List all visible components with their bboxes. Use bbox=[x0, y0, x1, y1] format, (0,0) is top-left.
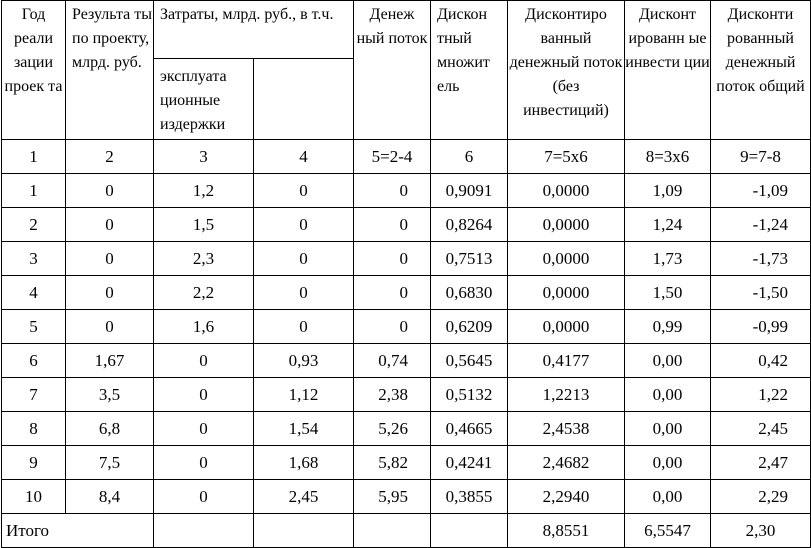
cell-cash-flow: 0 bbox=[354, 276, 431, 310]
cell-operating-costs: 0 bbox=[254, 174, 354, 208]
table-row bbox=[2, 378, 811, 412]
cell-operating-costs: 1,68 bbox=[254, 446, 354, 480]
header-discounted-flow-total: Дисконти рованный денежный поток общий bbox=[711, 1, 811, 140]
table-row bbox=[2, 276, 811, 310]
cell-year: 2 bbox=[2, 208, 66, 242]
cell-costs: 1,2 bbox=[154, 174, 254, 208]
formula-cell: 7=5х6 bbox=[508, 140, 625, 174]
formula-cell: 1 bbox=[2, 140, 66, 174]
cell-discounted-flow-without-investments: 0,4177 bbox=[508, 344, 625, 378]
cell-year: 8 bbox=[2, 412, 66, 446]
cell-discounted-flow-total: -1,50 bbox=[711, 276, 811, 310]
cell-cash-flow: 0 bbox=[354, 174, 431, 208]
total-empty-cell bbox=[354, 514, 431, 548]
cell-discount-factor: 0,7513 bbox=[431, 242, 508, 276]
cell-discounted-flow-total: -0,99 bbox=[711, 310, 811, 344]
cell-costs: 0 bbox=[154, 378, 254, 412]
formula-cell: 4 bbox=[254, 140, 354, 174]
formula-row bbox=[2, 140, 811, 174]
cell-costs: 0 bbox=[154, 480, 254, 514]
formula-cell: 6 bbox=[431, 140, 508, 174]
cell-cash-flow: 0 bbox=[354, 242, 431, 276]
cell-operating-costs: 0 bbox=[254, 276, 354, 310]
cell-discounted-investments: 0,00 bbox=[625, 378, 711, 412]
total-discounted-flow-total: 2,30 bbox=[711, 514, 811, 548]
cell-year: 6 bbox=[2, 344, 66, 378]
cell-discounted-flow-without-investments: 0,0000 bbox=[508, 276, 625, 310]
cell-discount-factor: 0,5132 bbox=[431, 378, 508, 412]
header-results: Результа ты по проекту, млрд. руб. bbox=[66, 1, 154, 140]
cell-discounted-investments: 0,00 bbox=[625, 344, 711, 378]
total-empty-cell bbox=[254, 514, 354, 548]
cell-discounted-investments: 1,24 bbox=[625, 208, 711, 242]
formula-cell: 5=2-4 bbox=[354, 140, 431, 174]
cell-discounted-flow-total: 0,42 bbox=[711, 344, 811, 378]
cell-operating-costs: 0 bbox=[254, 310, 354, 344]
cell-discounted-flow-without-investments: 1,2213 bbox=[508, 378, 625, 412]
cell-operating-costs: 0 bbox=[254, 242, 354, 276]
cell-discounted-investments: 0,99 bbox=[625, 310, 711, 344]
cell-year: 10 bbox=[2, 480, 66, 514]
cell-costs: 1,5 bbox=[154, 208, 254, 242]
cell-year: 9 bbox=[2, 446, 66, 480]
cell-discounted-investments: 1,09 bbox=[625, 174, 711, 208]
cell-year: 5 bbox=[2, 310, 66, 344]
cell-discounted-flow-total: 1,22 bbox=[711, 378, 811, 412]
cell-year: 7 bbox=[2, 378, 66, 412]
cell-year: 1 bbox=[2, 174, 66, 208]
cell-results: 0 bbox=[66, 174, 154, 208]
cell-operating-costs: 0 bbox=[254, 208, 354, 242]
cell-discounted-flow-without-investments: 2,4682 bbox=[508, 446, 625, 480]
cell-costs: 1,6 bbox=[154, 310, 254, 344]
formula-cell: 3 bbox=[154, 140, 254, 174]
cell-discount-factor: 0,4665 bbox=[431, 412, 508, 446]
cell-discounted-flow-total: -1,09 bbox=[711, 174, 811, 208]
table-body bbox=[2, 140, 811, 548]
cell-cash-flow: 5,95 bbox=[354, 480, 431, 514]
table-row bbox=[2, 480, 811, 514]
cell-cash-flow: 5,26 bbox=[354, 412, 431, 446]
total-label: Итого bbox=[2, 514, 154, 548]
cell-discounted-flow-without-investments: 0,0000 bbox=[508, 208, 625, 242]
cell-year: 3 bbox=[2, 242, 66, 276]
cell-costs: 0 bbox=[154, 412, 254, 446]
cell-discounted-flow-total: -1,24 bbox=[711, 208, 811, 242]
formula-cell: 9=7-8 bbox=[711, 140, 811, 174]
total-empty-cell bbox=[431, 514, 508, 548]
cell-results: 0 bbox=[66, 310, 154, 344]
cell-discount-factor: 0,4241 bbox=[431, 446, 508, 480]
cell-cash-flow: 0,74 bbox=[354, 344, 431, 378]
header-operating-costs: эксплуата ционные издержки bbox=[154, 59, 254, 140]
table-row bbox=[2, 174, 811, 208]
cell-discount-factor: 0,5645 bbox=[431, 344, 508, 378]
table-row bbox=[2, 344, 811, 378]
header-costs-blank bbox=[254, 59, 354, 140]
cell-cash-flow: 5,82 bbox=[354, 446, 431, 480]
table-row bbox=[2, 208, 811, 242]
cell-discounted-investments: 0,00 bbox=[625, 412, 711, 446]
cell-discount-factor: 0,9091 bbox=[431, 174, 508, 208]
formula-cell: 8=3х6 bbox=[625, 140, 711, 174]
cell-discounted-flow-total: 2,29 bbox=[711, 480, 811, 514]
total-discounted-investments: 6,5547 bbox=[625, 514, 711, 548]
cell-discount-factor: 0,3855 bbox=[431, 480, 508, 514]
cell-discounted-flow-without-investments: 2,4538 bbox=[508, 412, 625, 446]
total-empty-cell bbox=[154, 514, 254, 548]
cell-discount-factor: 0,8264 bbox=[431, 208, 508, 242]
cell-discounted-flow-total: 2,47 bbox=[711, 446, 811, 480]
table-row bbox=[2, 310, 811, 344]
cell-results: 0 bbox=[66, 242, 154, 276]
cell-costs: 0 bbox=[154, 344, 254, 378]
cell-results: 0 bbox=[66, 276, 154, 310]
cell-cash-flow: 0 bbox=[354, 310, 431, 344]
cell-results: 7,5 bbox=[66, 446, 154, 480]
cell-year: 4 bbox=[2, 276, 66, 310]
cell-operating-costs: 1,12 bbox=[254, 378, 354, 412]
header-discounted-flow-without-investments: Дисконтиро ванный денежный поток (без инвестиций) bbox=[508, 1, 625, 140]
cell-discount-factor: 0,6830 bbox=[431, 276, 508, 310]
table-row bbox=[2, 242, 811, 276]
header-discount-factor: Дискон тный множит ель bbox=[431, 1, 508, 140]
header-cash-flow: Денеж ный поток bbox=[354, 1, 431, 140]
cell-discounted-flow-total: 2,45 bbox=[711, 412, 811, 446]
cell-discounted-flow-without-investments: 0,0000 bbox=[508, 242, 625, 276]
cell-operating-costs: 2,45 bbox=[254, 480, 354, 514]
cash-flow-table bbox=[1, 0, 811, 548]
cell-cash-flow: 2,38 bbox=[354, 378, 431, 412]
cell-discounted-investments: 1,50 bbox=[625, 276, 711, 310]
cell-cash-flow: 0 bbox=[354, 208, 431, 242]
cell-costs: 2,2 bbox=[154, 276, 254, 310]
cell-results: 8,4 bbox=[66, 480, 154, 514]
cell-operating-costs: 0,93 bbox=[254, 344, 354, 378]
table-row bbox=[2, 446, 811, 480]
cell-results: 3,5 bbox=[66, 378, 154, 412]
cell-discounted-flow-without-investments: 0,0000 bbox=[508, 310, 625, 344]
cell-discounted-flow-without-investments: 2,2940 bbox=[508, 480, 625, 514]
cell-operating-costs: 1,54 bbox=[254, 412, 354, 446]
cell-discounted-investments: 1,73 bbox=[625, 242, 711, 276]
header-costs: Затраты, млрд. руб., в т.ч. bbox=[154, 1, 354, 59]
formula-cell: 2 bbox=[66, 140, 154, 174]
cell-results: 1,67 bbox=[66, 344, 154, 378]
header-discounted-investments: Дисконт ированн ые инвести ции bbox=[625, 1, 711, 140]
cell-discounted-investments: 0,00 bbox=[625, 446, 711, 480]
cell-discounted-investments: 0,00 bbox=[625, 480, 711, 514]
table-row bbox=[2, 412, 811, 446]
cell-discounted-flow-without-investments: 0,0000 bbox=[508, 174, 625, 208]
total-discounted-flow-without-investments: 8,8551 bbox=[508, 514, 625, 548]
cell-results: 6,8 bbox=[66, 412, 154, 446]
total-row bbox=[2, 514, 811, 548]
cell-results: 0 bbox=[66, 208, 154, 242]
cell-discounted-flow-total: -1,73 bbox=[711, 242, 811, 276]
header-year: Год реали зации проек та bbox=[2, 1, 66, 140]
cell-costs: 2,3 bbox=[154, 242, 254, 276]
cell-costs: 0 bbox=[154, 446, 254, 480]
cell-discount-factor: 0,6209 bbox=[431, 310, 508, 344]
table-header bbox=[2, 1, 811, 140]
